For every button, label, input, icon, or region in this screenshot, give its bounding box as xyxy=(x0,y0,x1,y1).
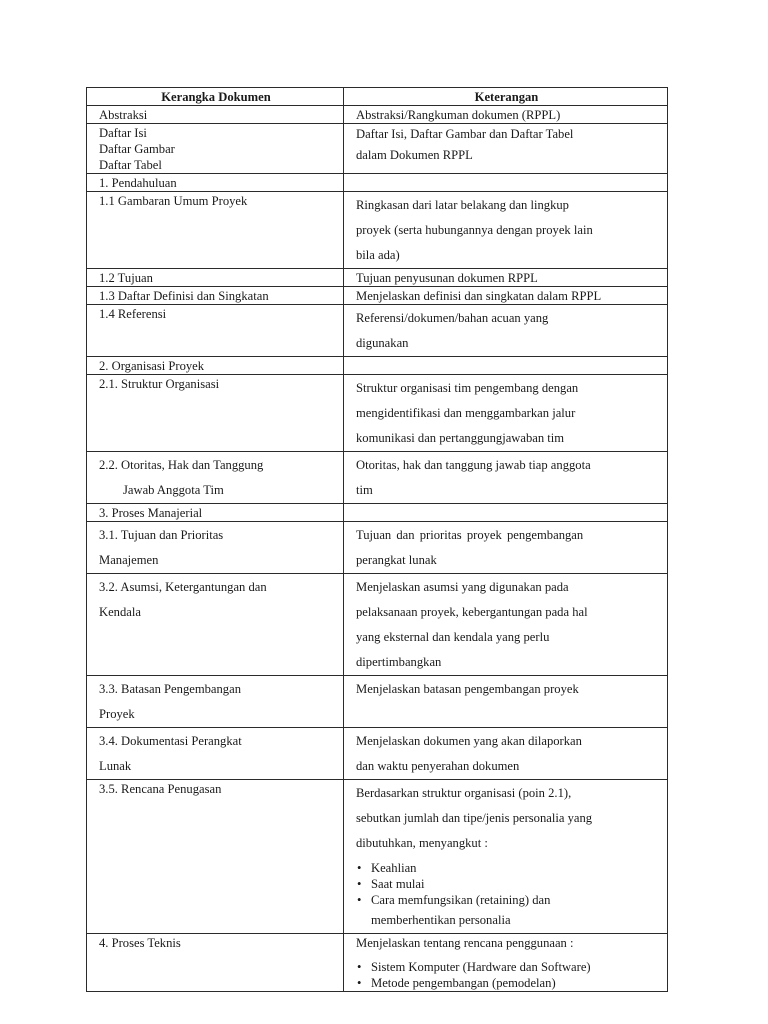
row-description: Abstraksi/Rangkuman dokumen (RPPL) xyxy=(344,106,668,124)
bullet-item xyxy=(356,860,657,876)
row-description-line: Daftar Isi, Daftar Gambar dan Daftar Tabel xyxy=(356,127,574,141)
table-row xyxy=(87,452,668,504)
section-heading: 2. Organisasi Proyek xyxy=(87,357,344,375)
row-description xyxy=(344,452,668,504)
row-label xyxy=(87,452,344,504)
row-description-line: dipertimbangkan xyxy=(356,655,442,669)
row-label xyxy=(87,574,344,676)
table-row xyxy=(87,106,668,124)
bullet-item xyxy=(356,975,657,991)
row-description-line: pelaksanaan proyek, kebergantungan pada hal xyxy=(356,605,588,619)
row-description xyxy=(344,192,668,269)
row-label-line: Daftar Gambar xyxy=(99,142,175,156)
bullet-list xyxy=(356,959,657,991)
row-description-line: Menjelaskan dokumen yang akan dilaporkan xyxy=(356,734,582,748)
row-description-line: digunakan xyxy=(356,336,409,350)
bullet-continuation xyxy=(356,908,657,933)
bullet-item xyxy=(356,892,657,908)
bullet-item xyxy=(356,959,657,975)
row-label: 3.5. Rencana Penugasan xyxy=(87,780,344,934)
row-description-line: proyek (serta hubungannya dengan proyek lain xyxy=(356,223,593,237)
row-description-line: mengidentifikasi dan menggambarkan jalur xyxy=(356,406,576,420)
bullet-list xyxy=(356,860,657,933)
row-description-line: dibutuhkan, menyangkut : xyxy=(356,836,488,850)
header-kerangka-dokumen: Kerangka Dokumen xyxy=(87,88,344,106)
row-label xyxy=(87,676,344,728)
row-label-line: Daftar Tabel xyxy=(99,158,162,172)
row-label-line: 3.4. Dokumentasi Perangkat xyxy=(99,734,242,748)
row-label xyxy=(87,522,344,574)
row-description: Menjelaskan definisi dan singkatan dalam RPPL xyxy=(344,287,668,305)
row-description-line: Ringkasan dari latar belakang dan lingkup xyxy=(356,198,569,212)
row-label-line: Kendala xyxy=(99,605,141,619)
row-description-line: dan waktu penyerahan dokumen xyxy=(356,759,520,773)
row-description xyxy=(344,676,668,728)
row-label-line: 3.1. Tujuan dan Prioritas xyxy=(99,528,224,542)
row-description-line: Tujuan dan prioritas proyek pengembangan xyxy=(356,528,584,542)
row-label: 1.1 Gambaran Umum Proyek xyxy=(87,192,344,269)
row-description-line: Menjelaskan asumsi yang digunakan pada xyxy=(356,580,569,594)
bullet-icon: • xyxy=(357,861,362,875)
row-description xyxy=(344,124,668,174)
table-row xyxy=(87,287,668,305)
bullet-icon: • xyxy=(357,960,362,974)
table-row xyxy=(87,357,668,375)
row-description-line: perangkat lunak xyxy=(356,553,437,567)
row-description xyxy=(344,174,668,192)
row-description-line: Struktur organisasi tim pengembang dengan xyxy=(356,381,579,395)
table-row xyxy=(87,934,668,992)
row-label: 2.1. Struktur Organisasi xyxy=(87,375,344,452)
row-description xyxy=(344,522,668,574)
table-row xyxy=(87,574,668,676)
row-description-line: yang eksternal dan kendala yang perlu xyxy=(356,630,550,644)
row-description-line: Menjelaskan batasan pengembangan proyek xyxy=(356,682,579,696)
bullet-text: Sistem Komputer (Hardware dan Software) xyxy=(371,960,591,974)
bullet-icon: • xyxy=(357,893,362,907)
row-description-line: bila ada) xyxy=(356,248,400,262)
document-framework-table xyxy=(86,87,668,992)
table-row xyxy=(87,305,668,357)
bullet-icon: • xyxy=(357,877,362,891)
table-row xyxy=(87,676,668,728)
table-row xyxy=(87,522,668,574)
row-label xyxy=(87,124,344,174)
row-label-line: Lunak xyxy=(99,759,132,773)
bullet-text: Metode pengembangan (pemodelan) xyxy=(371,976,556,990)
row-description-line: Berdasarkan struktur organisasi (poin 2.1), xyxy=(356,786,572,800)
row-description xyxy=(344,728,668,780)
row-description-line: Referensi/dokumen/bahan acuan yang xyxy=(356,311,549,325)
bullet-icon: • xyxy=(357,976,362,990)
row-label-line: Daftar Isi xyxy=(99,126,147,140)
table-row xyxy=(87,780,668,934)
row-description xyxy=(344,504,668,522)
row-description xyxy=(344,574,668,676)
row-label: 1.2 Tujuan xyxy=(87,269,344,287)
table-row xyxy=(87,269,668,287)
bullet-text: memberhentikan personalia xyxy=(371,913,511,927)
row-description-line: Otoritas, hak dan tanggung jawab tiap anggota xyxy=(356,458,591,472)
table-row xyxy=(87,124,668,174)
table-row xyxy=(87,192,668,269)
row-description xyxy=(344,780,668,934)
row-label xyxy=(87,728,344,780)
table-row xyxy=(87,174,668,192)
table-header-row xyxy=(87,88,668,106)
row-description-line: Menjelaskan tentang rencana penggunaan : xyxy=(356,936,574,950)
table-row xyxy=(87,504,668,522)
row-description-line: dalam Dokumen RPPL xyxy=(356,148,473,162)
row-label-line: 3.3. Batasan Pengembangan xyxy=(99,682,241,696)
row-description xyxy=(344,375,668,452)
row-description: Tujuan penyusunan dokumen RPPL xyxy=(344,269,668,287)
table-row xyxy=(87,728,668,780)
row-description xyxy=(344,934,668,992)
section-heading: 4. Proses Teknis xyxy=(87,934,344,992)
row-label: Abstraksi xyxy=(87,106,344,124)
row-description-line: sebutkan jumlah dan tipe/jenis personalia yang xyxy=(356,811,593,825)
bullet-item xyxy=(356,876,657,892)
bullet-text: Keahlian xyxy=(371,861,417,875)
row-label-line: Manajemen xyxy=(99,553,159,567)
section-heading: 3. Proses Manajerial xyxy=(87,504,344,522)
row-description xyxy=(344,357,668,375)
row-description xyxy=(344,305,668,357)
row-label-line: 3.2. Asumsi, Ketergantungan dan xyxy=(99,580,267,594)
header-keterangan: Keterangan xyxy=(344,88,668,106)
row-description-line: tim xyxy=(356,483,373,497)
bullet-text: Saat mulai xyxy=(371,877,425,891)
row-label: 1.3 Daftar Definisi dan Singkatan xyxy=(87,287,344,305)
row-label: 1.4 Referensi xyxy=(87,305,344,357)
table-row xyxy=(87,375,668,452)
section-heading: 1. Pendahuluan xyxy=(87,174,344,192)
row-label-line: Jawab Anggota Tim xyxy=(123,483,224,497)
row-label-line: Proyek xyxy=(99,707,135,721)
row-description-line: komunikasi dan pertanggungjawaban tim xyxy=(356,431,565,445)
bullet-text: Cara memfungsikan (retaining) dan xyxy=(371,893,551,907)
row-label-line: 2.2. Otoritas, Hak dan Tanggung xyxy=(99,458,264,472)
